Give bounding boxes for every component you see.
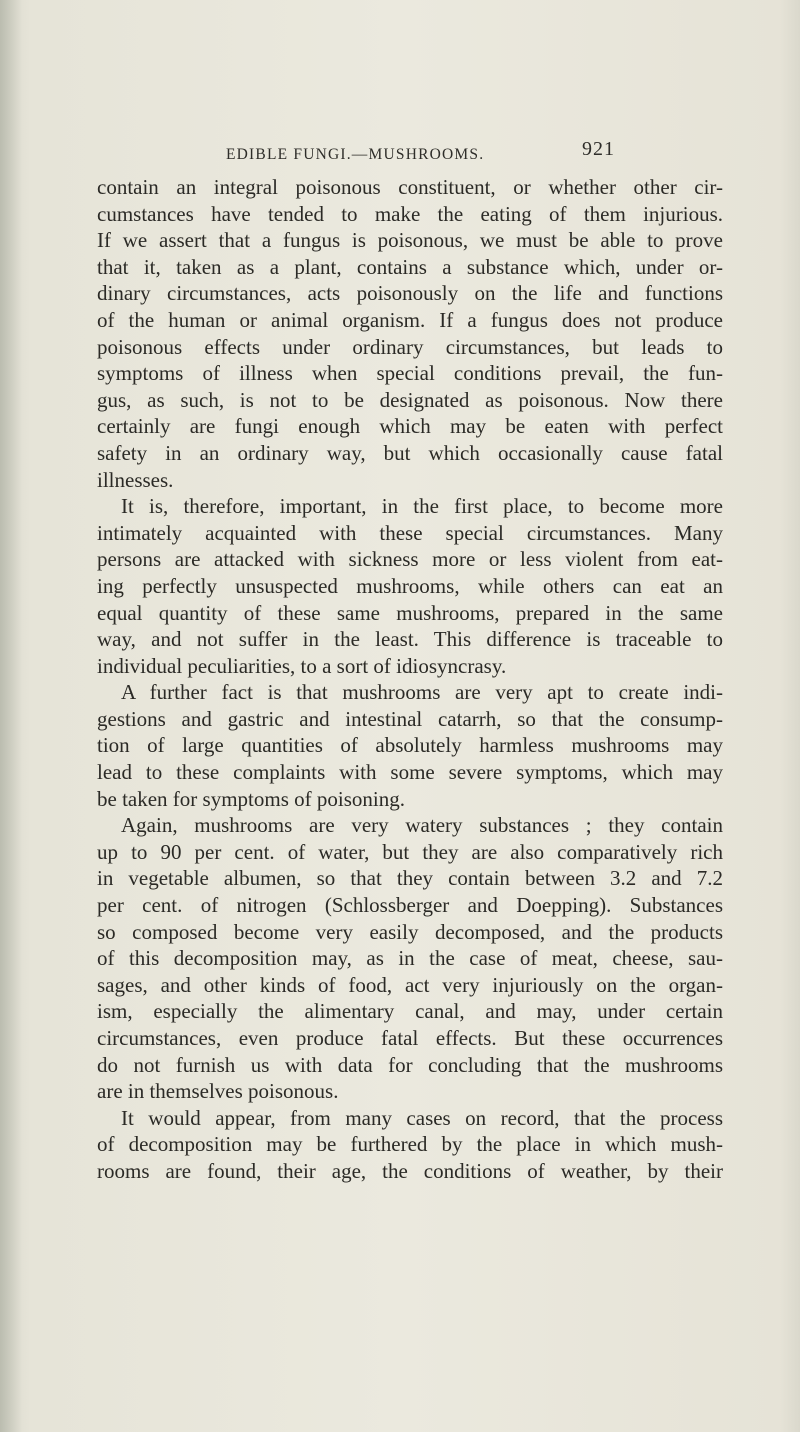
text-line: certainly are fungi enough which may be eaten with perfect: [97, 414, 723, 439]
running-head: [0, 138, 800, 168]
text-line: equal quantity of these same mushrooms, prepared in the same: [97, 600, 723, 625]
paragraph: [97, 493, 723, 679]
text-line: of this decomposition may, as in the case of meat, cheese, sau-: [97, 946, 723, 971]
text-line: do not furnish us with data for concluding that the mushrooms: [97, 1052, 723, 1077]
text-line: of decomposition may be furthered by the place in which mush-: [97, 1132, 723, 1157]
paragraph: [97, 812, 723, 1105]
text-line: way, and not suffer in the least. This difference is traceable to: [97, 627, 723, 652]
page-number: 921: [582, 138, 615, 160]
text-line: circumstances, even produce fatal effects. But these occurrences: [97, 1026, 723, 1050]
body-text: [97, 174, 723, 1185]
text-line: up to 90 per cent. of water, but they are also comparatively rich: [97, 839, 723, 864]
text-line: ism, especially the alimentary canal, and may, under certain: [97, 999, 723, 1024]
text-line: of the human or animal organism. If a fungus does not produce: [97, 307, 723, 332]
text-line: that it, taken as a plant, contains a substance which, under or-: [97, 254, 723, 279]
text-line: dinary circumstances, acts poisonously on the life and functions: [97, 281, 723, 306]
text-line: be taken for symptoms of poisoning.: [97, 786, 405, 811]
text-line: individual peculiarities, to a sort of idiosyncrasy.: [97, 653, 507, 678]
text-line: are in themselves poisonous.: [97, 1079, 339, 1104]
text-line: tion of large quantities of absolutely harmless mushrooms may: [97, 733, 723, 758]
text-line: Again, mushrooms are very watery substances ; they contain: [121, 813, 723, 838]
text-line: If we assert that a fungus is poisonous, we must be able to prove: [97, 228, 723, 253]
text-line: in vegetable albumen, so that they contain between 3.2 and 7.2: [97, 866, 723, 891]
text-line: intimately acquainted with these special circumstances. Many: [97, 520, 723, 545]
text-line: gus, as such, is not to be designated as poisonous. Now there: [97, 387, 723, 412]
text-line: safety in an ordinary way, but which occasionally cause fatal: [97, 440, 723, 465]
paragraph: [97, 1105, 723, 1185]
text-line: lead to these complaints with some severe symptoms, which may: [97, 760, 723, 785]
text-line: illnesses.: [97, 467, 174, 492]
text-line: A further fact is that mushrooms are very apt to create indi-: [121, 680, 723, 705]
running-title: EDIBLE FUNGI.—MUSHROOMS.: [226, 146, 485, 163]
text-line: sages, and other kinds of food, act very injuriously on the organ-: [97, 972, 723, 997]
text-line: rooms are found, their age, the conditions of weather, by their: [97, 1158, 723, 1183]
text-line: per cent. of nitrogen (Schlossberger and Doepping). Substances: [97, 893, 723, 918]
text-line: ing perfectly unsuspected mushrooms, while others can eat an: [97, 573, 723, 598]
text-line: gestions and gastric and intestinal catarrh, so that the consump-: [97, 706, 723, 731]
text-line: poisonous effects under ordinary circumstances, but leads to: [97, 334, 723, 359]
paragraph: [97, 174, 723, 493]
text-line: It is, therefore, important, in the first place, to become more: [121, 494, 723, 519]
text-line: so composed become very easily decomposed, and the products: [97, 919, 723, 944]
text-line: cumstances have tended to make the eating of them injurious.: [97, 201, 723, 226]
text-line: symptoms of illness when special conditions prevail, the fun-: [97, 361, 723, 386]
text-line: persons are attacked with sickness more or less violent from eat-: [97, 547, 723, 572]
text-line: contain an integral poisonous constituent, or whether other cir-: [97, 175, 723, 199]
paragraph: [97, 679, 723, 812]
text-line: It would appear, from many cases on record, that the process: [121, 1105, 723, 1130]
gutter-shadow: [0, 0, 22, 1432]
